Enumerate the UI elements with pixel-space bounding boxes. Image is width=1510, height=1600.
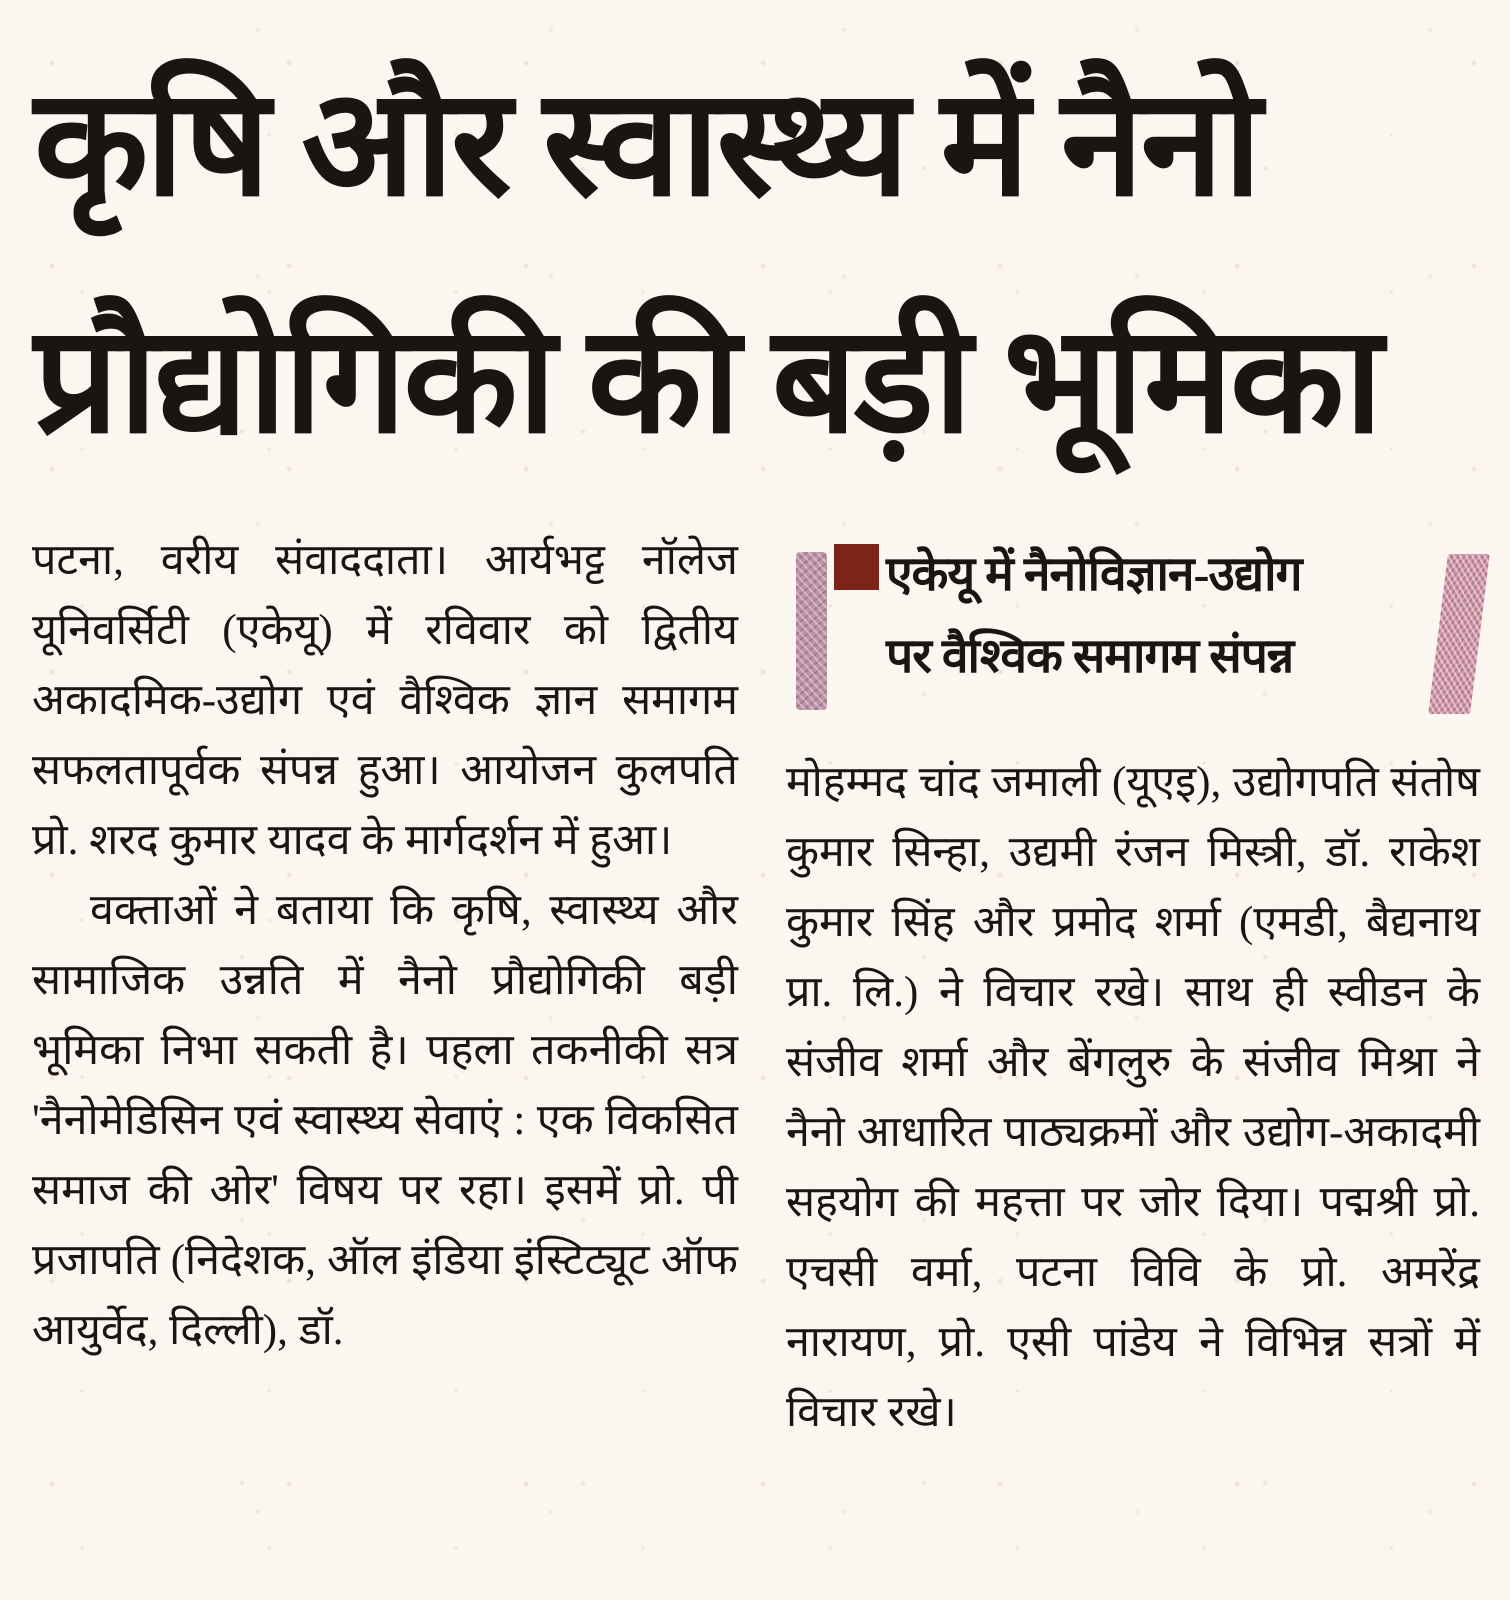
left-column [32,526,738,1448]
subheadline-line-2: पर वैश्विक समागम संपन्न [885,630,1294,683]
right-column [786,526,1480,1448]
headline [0,0,1510,500]
lead-paragraph: पटना, वरीय संवाददाता। आर्यभट्ट नॉलेज यूनिवर्सिटी (एकेयू) में रविवार को द्वितीय अकादमिक-उद्योग एवं वैश्विक ज्ञान समागम सफलतापूर्वक संपन्न हुआ। आयोजन कुलपति प्रो. शरद कुमार यादव के मार्गदर्शन में हुआ। [32,537,738,864]
subheadline [886,526,1424,698]
headline-line-2: प्रौद्योगिकी की बड़ी भूमिका [34,299,1380,464]
subhead-left-decoration [786,526,886,722]
right-column-paragraph: मोहम्मद चांद जमाली (यूएइ), उद्योगपति संतोष कुमार सिन्हा, उद्यमी रंजन मिस्त्री, डॉ. राकेश कुमार सिंह और प्रमोद शर्मा (एमडी, बैद्यनाथ प्रा. लि.) ने विचार रखे। साथ ही स्वीडन के संजीव शर्मा और बेंगलुरु के संजीव मिश्रा ने नैनो आधारित पाठ्यक्रमों और उद्योग-अकादमी सहयोग की महत्ता पर जोर दिया। पद्मश्री प्रो. एचसी वर्मा, पटना विवि के प्रो. अमरेंद्र नारायण, प्रो. एसी पांडेय ने विभिन्न सत्रों में विचार रखे। [785,759,1480,1436]
subheadline-line-1: एकेयू में नैनोविज्ञान-उद्योग [885,548,1302,601]
subheadline-box [786,526,1480,738]
subhead-corner-square [834,544,879,590]
subhead-left-bar [796,552,827,710]
subhead-right-bar [1428,554,1490,714]
second-paragraph: वक्ताओं ने बताया कि कृषि, स्वास्थ्य और सामाजिक उन्नति में नैनो प्रौद्योगिकी बड़ी भूमिका निभा सकती है। पहला तकनीकी सत्र 'नैनोमेडिसिन एवं स्वास्थ्य सेवाएं : एक विकसित समाज की ओर' विषय पर रहा। इसमें प्रो. पी प्रजापति (निदेशक, ऑल इंडिया इंस्टिट्यूट ऑफ आयुर्वेद, दिल्ली), डॉ. [32,887,738,1354]
headline-line-1: कृषि और स्वास्थ्य में नैनो [34,62,1259,227]
article-columns [0,526,1510,1448]
